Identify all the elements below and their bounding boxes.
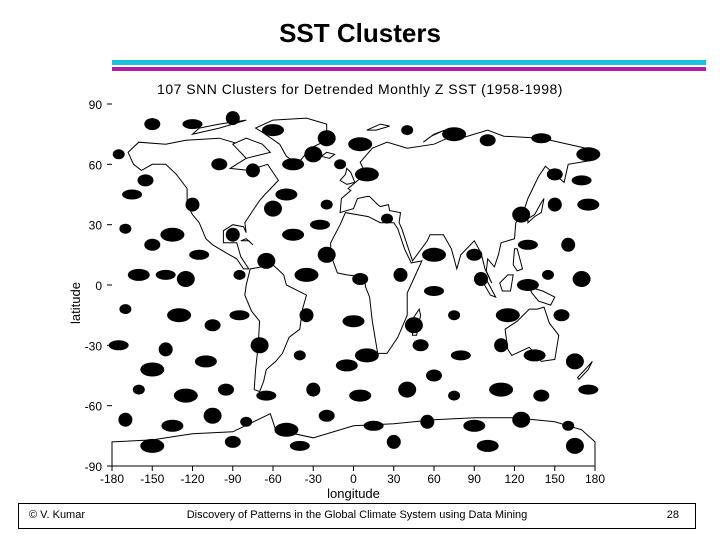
cluster-8 (480, 134, 496, 146)
x-tick-label: 60 (427, 472, 441, 486)
chart-title: 107 SNN Clusters for Detrended Monthly Z SST (1958-1998) (157, 81, 563, 97)
cluster-43 (352, 273, 368, 285)
y-tick-label: 30 (88, 218, 102, 233)
cluster-61 (251, 337, 269, 353)
y-tick-label: -30 (84, 339, 102, 354)
cluster-106 (426, 370, 442, 382)
cluster-72 (256, 391, 276, 401)
cluster-17 (186, 198, 200, 212)
cluster-67 (524, 349, 546, 361)
cluster-16 (122, 190, 142, 200)
cluster-34 (381, 214, 393, 224)
cluster-11 (282, 158, 304, 170)
cluster-100 (156, 270, 176, 280)
y-tick-label: 90 (88, 98, 102, 112)
cluster-102 (336, 359, 358, 371)
cluster-30 (189, 250, 209, 260)
cluster-38 (561, 238, 575, 252)
cluster-32 (282, 229, 304, 241)
landmass-borneo (500, 275, 514, 291)
x-tick-label: 180 (584, 472, 606, 486)
cluster-77 (489, 383, 513, 397)
cluster-99 (211, 158, 227, 170)
x-tick-label: -150 (140, 472, 165, 486)
cluster-18 (275, 189, 297, 201)
cluster-103 (257, 253, 275, 269)
cluster-107 (310, 220, 330, 230)
x-tick-label: 30 (387, 472, 401, 486)
cluster-96 (566, 438, 584, 454)
cluster-93 (290, 441, 310, 451)
cluster-36 (466, 249, 482, 261)
cluster-98 (576, 147, 600, 161)
y-tick-label: 60 (88, 158, 102, 173)
cluster-22 (547, 168, 563, 180)
x-tick-label: -30 (304, 472, 322, 486)
cluster-40 (177, 271, 195, 287)
cluster-24 (548, 198, 562, 212)
cluster-41 (234, 270, 246, 280)
y-tick-label: -90 (84, 460, 102, 474)
cluster-57 (554, 309, 570, 321)
cluster-89 (512, 412, 530, 428)
landmass-uk-ireland (340, 168, 355, 184)
x-tick-label: -90 (224, 472, 242, 486)
cluster-21 (355, 167, 379, 181)
cluster-39 (128, 269, 150, 281)
cluster-66 (494, 338, 508, 352)
cluster-70 (174, 389, 198, 403)
x-tick-label: 150 (544, 472, 565, 486)
landmass-cuba (241, 239, 253, 245)
cluster-71 (218, 384, 234, 396)
footer-page-number: 28 (666, 509, 679, 521)
cluster-4 (262, 124, 284, 136)
cluster-68 (566, 353, 584, 369)
cluster-12 (304, 146, 322, 162)
cluster-2 (183, 119, 203, 129)
cluster-7 (442, 127, 466, 141)
cluster-42 (295, 268, 319, 282)
cluster-45 (474, 272, 488, 286)
cluster-87 (420, 415, 434, 429)
cluster-90 (562, 421, 574, 431)
cluster-74 (349, 390, 371, 402)
cluster-49 (167, 308, 191, 322)
cluster-5 (318, 130, 336, 146)
cluster-1 (144, 118, 160, 130)
x-tick-label: 0 (350, 472, 357, 486)
slide-title: SST Clusters (279, 18, 441, 48)
cluster-101 (394, 268, 408, 282)
cluster-31 (226, 228, 240, 242)
cluster-76 (448, 391, 460, 401)
footer-author: © V. Kumar (29, 509, 85, 521)
cluster-48 (119, 304, 131, 314)
cluster-95 (477, 440, 499, 452)
cluster-44 (424, 286, 444, 296)
x-tick-label: -120 (180, 472, 205, 486)
cluster-35 (422, 248, 446, 262)
landmass-iceland (321, 152, 334, 158)
cluster-80 (118, 413, 132, 427)
cluster-20 (321, 200, 333, 210)
cluster-9 (531, 133, 551, 143)
cluster-55 (448, 310, 460, 320)
cluster-29 (144, 239, 160, 251)
cluster-75 (398, 382, 416, 398)
cluster-56 (496, 308, 520, 322)
cluster-82 (204, 408, 222, 424)
slide-footer (18, 503, 696, 529)
cluster-94 (387, 435, 401, 449)
cluster-25 (577, 199, 599, 211)
cluster-104 (542, 270, 554, 280)
cluster-13 (334, 159, 346, 169)
cluster-47 (573, 271, 591, 287)
cluster-14 (348, 137, 372, 151)
cluster-51 (230, 310, 250, 320)
cluster-60 (195, 355, 217, 367)
x-tick-label: 90 (467, 472, 481, 486)
footer-title: Discovery of Patterns in the Global Climate System using Data Mining (186, 509, 528, 521)
x-tick-label: 120 (504, 472, 525, 486)
cluster-10 (246, 163, 260, 177)
cluster-73 (306, 383, 320, 397)
y-tick-label: 0 (95, 279, 102, 293)
cluster-86 (364, 421, 384, 431)
cluster-69 (133, 385, 145, 395)
cluster-97 (113, 149, 125, 159)
cluster-63 (355, 348, 379, 362)
cluster-50 (205, 319, 221, 331)
cluster-46 (517, 279, 539, 291)
cluster-59 (159, 342, 173, 356)
cluster-65 (451, 350, 471, 360)
cluster-79 (578, 385, 598, 395)
cluster-85 (319, 410, 335, 422)
y-tick-label: -60 (84, 399, 102, 414)
cluster-28 (160, 228, 184, 242)
cluster-6 (401, 125, 413, 135)
landmass-japan (528, 199, 544, 223)
cluster-88 (463, 420, 485, 432)
cluster-92 (225, 436, 241, 448)
cluster-54 (405, 317, 423, 333)
cluster-105 (140, 363, 164, 377)
cluster-23 (572, 175, 592, 185)
y-axis-label: latitude (68, 282, 83, 324)
cluster-33 (318, 247, 336, 263)
landmass-south-america (245, 265, 307, 392)
cluster-91 (140, 439, 164, 453)
cluster-52 (300, 308, 314, 322)
x-axis-label: longitude (327, 486, 380, 501)
cluster-78 (533, 390, 549, 402)
cluster-19 (264, 201, 282, 217)
cluster-53 (343, 315, 365, 327)
x-tick-label: -180 (99, 472, 125, 486)
cluster-83 (240, 417, 252, 427)
cluster-27 (119, 224, 131, 234)
cluster-15 (138, 174, 154, 186)
cluster-84 (274, 423, 298, 437)
cluster-3 (226, 111, 240, 125)
cluster-81 (161, 420, 183, 432)
x-tick-label: -60 (264, 472, 282, 486)
cluster-26 (512, 207, 530, 223)
landmass-philippines (513, 249, 522, 271)
landmass-svalbard (367, 124, 390, 130)
cluster-62 (294, 350, 306, 360)
cluster-37 (518, 240, 538, 250)
cluster-64 (413, 339, 429, 351)
